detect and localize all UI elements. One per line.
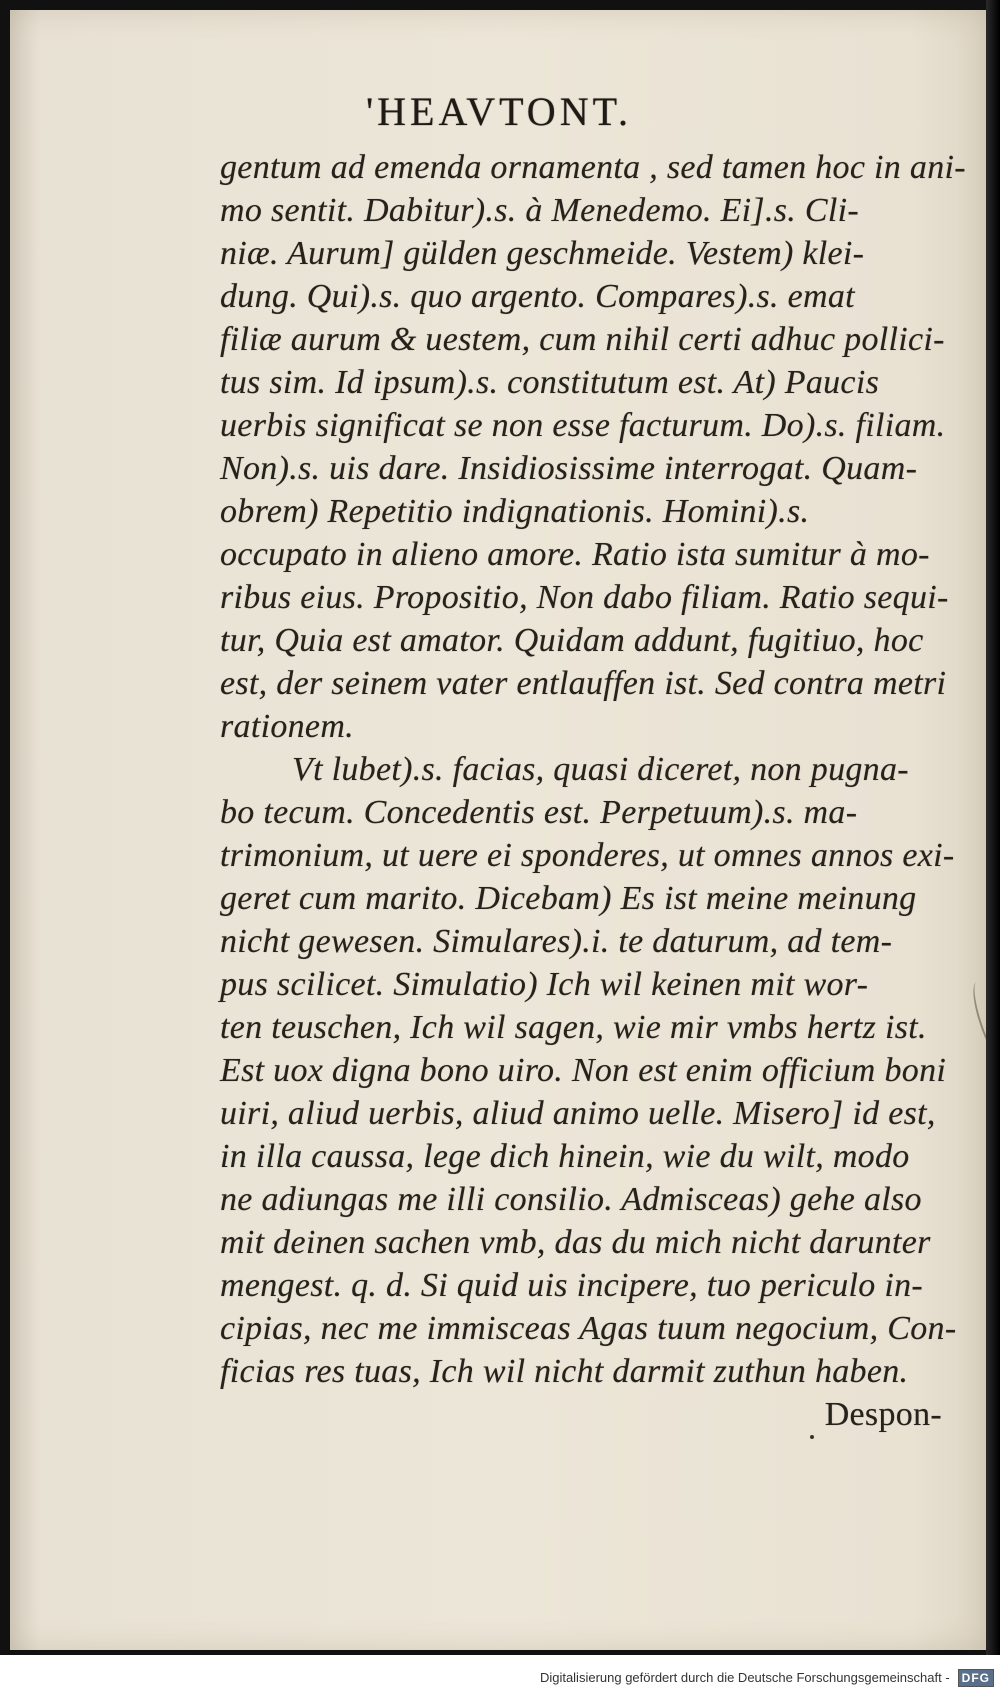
text-line: Est uox digna bono uiro. Non est enim officium boni [220,1052,947,1089]
text-line: obrem) Repetitio indignationis. Homini).s. [220,493,810,530]
text-line: occupato in alieno amore. Ratio ista sumitur à mo- [220,536,930,573]
paragraph-first-line: Vt lubet).s. facias, quasi diceret, non pugna- [292,751,909,788]
text-line: gentum ad emenda ornamenta , sed tamen hoc in ani- [220,149,966,186]
page-speck [810,1435,814,1439]
digitization-footer [0,1660,1000,1695]
scan-edge [986,0,1000,1655]
text-line: uerbis significat se non esse facturum. Do).s. filiam. [220,407,946,444]
footer-credit: Digitalisierung gefördert durch die Deutsche Forschungsgemeinschaft - [539,1670,950,1685]
running-head: 'HEAVTONT. [365,89,633,134]
text-line: mengest. q. d. Si quid uis incipere, tuo periculo in- [220,1267,924,1304]
text-line: trimonium, ut uere ei sponderes, ut omnes annos exi- [220,837,955,874]
text-line: tur, Quia est amator. Quidam addunt, fugitiuo, hoc [220,622,924,659]
text-line: geret cum marito. Dicebam) Es ist meine meinung [220,880,917,917]
text-line: ten teuschen, Ich wil sagen, wie mir vmbs hertz ist. [220,1009,927,1046]
text-line: ficias res tuas, Ich wil nicht darmit zuthun haben. [220,1353,909,1390]
text-line: in illa caussa, lege dich hinein, wie du wilt, modo [220,1138,910,1175]
text-line: ne adiungas me illi consilio. Admisceas) gehe also [220,1181,922,1218]
text-line: tus sim. Id ipsum).s. constitutum est. At) Paucis [220,364,880,401]
text-line: mit deinen sachen vmb, das du mich nicht darunter [220,1224,931,1261]
text-line: bo tecum. Concedentis est. Perpetuum).s. ma- [220,794,858,831]
text-line: est, der seinem vater entlauffen ist. Sed contra metri [220,665,947,702]
text-line: uiri, aliud uerbis, aliud animo uelle. Misero] id est, [220,1095,936,1132]
text-line: filiæ aurum & uestem, cum nihil certi adhuc pollici- [220,321,945,358]
commentary-text [220,146,966,1436]
book-page [10,10,988,1650]
text-line: rationem. [220,708,354,745]
text-line: ribus eius. Propositio, Non dabo filiam. Ratio sequi- [220,579,949,616]
text-line: pus scilicet. Simulatio) Ich wil keinen mit wor- [220,966,869,1003]
text-line: niæ. Aurum] gülden geschmeide. Vestem) klei- [220,235,865,272]
dfg-logo-icon: DFG [958,1669,994,1687]
text-line: cipias, nec me immisceas Agas tuum negocium, Con- [220,1310,957,1347]
text-line: nicht gewesen. Simulares).i. te daturum, ad tem- [220,923,893,960]
text-line: Non).s. uis dare. Insidiosissime interrogat. Quam- [220,450,918,487]
catchword: Despon- [824,1396,942,1433]
text-line: dung. Qui).s. quo argento. Compares).s. emat [220,278,855,315]
catchword-line [220,1393,942,1436]
text-line: mo sentit. Dabitur).s. à Menedemo. Ei].s. Cli- [220,192,859,229]
